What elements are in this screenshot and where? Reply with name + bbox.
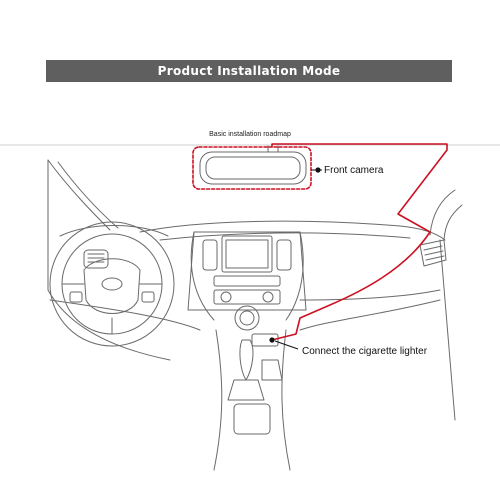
steering-hub (84, 259, 140, 314)
steering-logo (102, 278, 122, 290)
infotainment-screen-inner (226, 240, 268, 268)
climate-knob-left (221, 292, 231, 302)
cigarette-lighter-label: Connect the cigarette lighter (302, 346, 428, 357)
front-camera-label: Front camera (324, 165, 384, 176)
a-pillar-right-inner (444, 205, 462, 240)
gear-shifter (240, 340, 253, 380)
right-side-lines (440, 240, 455, 420)
radio-panel (214, 276, 280, 286)
steering-buttons-left (70, 292, 82, 302)
cupholder-area (234, 404, 270, 434)
a-pillar-right (430, 190, 455, 235)
console-vent-right (277, 240, 291, 270)
page-title: Product Installation Mode (157, 64, 341, 78)
steering-buttons-right (142, 292, 154, 302)
left-vent-slats (88, 254, 104, 262)
diagram-subtitle: Basic installation roadmap (209, 131, 291, 138)
console-storage (262, 360, 282, 380)
right-panel (300, 300, 440, 330)
dashboard-edge (160, 233, 410, 240)
rearview-mirror-glass (206, 157, 300, 179)
center-dial-inner (240, 311, 254, 325)
climate-knob-right (263, 292, 273, 302)
a-pillar-left (48, 160, 110, 230)
lighter-dot (269, 337, 274, 342)
lighter-leader (275, 341, 298, 349)
dashboard-right-lower (300, 290, 440, 300)
a-pillar-left-inner (58, 162, 118, 228)
camera-highlight-box (193, 147, 311, 189)
infotainment-screen (222, 236, 272, 272)
left-door-lines (48, 290, 170, 360)
gear-boot (228, 380, 264, 400)
console-vent-left (203, 240, 217, 270)
center-console (188, 232, 306, 310)
